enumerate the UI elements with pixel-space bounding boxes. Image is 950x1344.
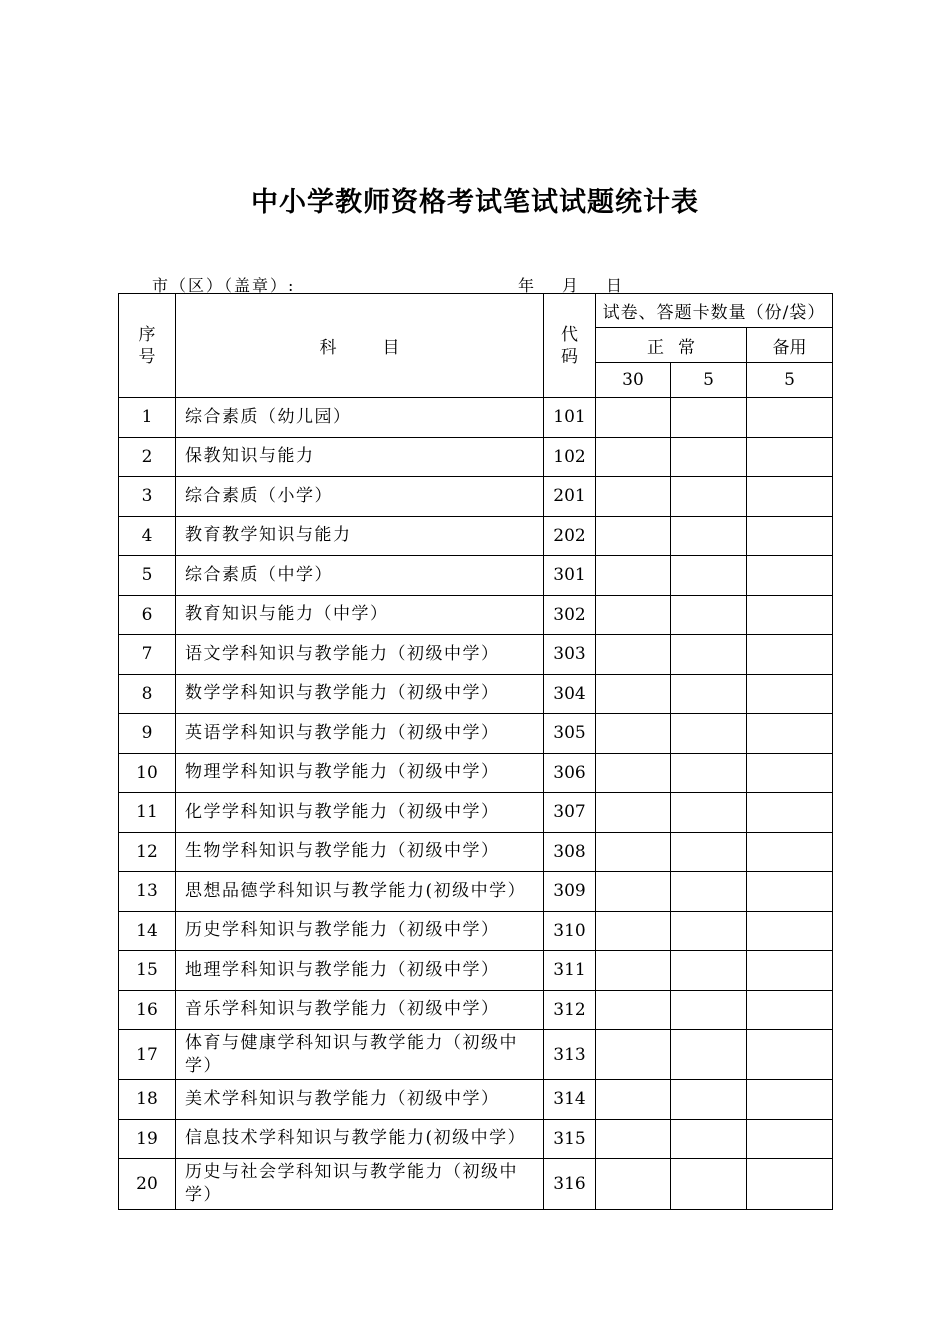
row-seq: 8 <box>119 674 176 714</box>
row-normal-b-cell <box>671 714 747 754</box>
row-subject: 化学学科知识与教学能力（初级中学） <box>176 793 544 833</box>
row-subject: 综合素质（小学） <box>176 477 544 517</box>
row-normal-b-cell <box>671 1119 747 1159</box>
table-row <box>119 753 833 793</box>
table-row <box>119 674 833 714</box>
row-spare-cell <box>747 793 833 833</box>
row-normal-a-cell <box>596 1080 671 1120</box>
row-subject: 数学学科知识与教学能力（初级中学） <box>176 674 544 714</box>
table-row <box>119 556 833 596</box>
row-code: 303 <box>544 635 596 675</box>
row-spare-cell <box>747 1080 833 1120</box>
header-seq: 序 号 <box>119 294 176 398</box>
row-spare-cell <box>747 753 833 793</box>
table-row <box>119 714 833 754</box>
row-spare-cell <box>747 556 833 596</box>
table-row <box>119 516 833 556</box>
year-label: 年 <box>518 276 535 295</box>
row-normal-b-cell <box>671 398 747 438</box>
row-seq: 10 <box>119 753 176 793</box>
row-code: 102 <box>544 437 596 477</box>
table-row <box>119 832 833 872</box>
table-row <box>119 1119 833 1159</box>
row-subject: 物理学科知识与教学能力（初级中学） <box>176 753 544 793</box>
row-normal-b-cell <box>671 595 747 635</box>
quantity-spare: 5 <box>747 363 833 398</box>
row-normal-a-cell <box>596 951 671 991</box>
row-normal-b-cell <box>671 556 747 596</box>
row-seq: 12 <box>119 832 176 872</box>
row-spare-cell <box>747 951 833 991</box>
row-subject: 美术学科知识与教学能力（初级中学） <box>176 1080 544 1120</box>
month-label: 月 <box>562 276 579 295</box>
row-seq: 15 <box>119 951 176 991</box>
row-seq: 6 <box>119 595 176 635</box>
row-seq: 20 <box>119 1159 176 1210</box>
row-seq: 1 <box>119 398 176 438</box>
table-row <box>119 398 833 438</box>
table-row <box>119 951 833 991</box>
row-normal-a-cell <box>596 1159 671 1210</box>
row-normal-b-cell <box>671 1080 747 1120</box>
row-normal-a-cell <box>596 1030 671 1080</box>
page-title: 中小学教师资格考试笔试试题统计表 <box>251 187 699 218</box>
row-spare-cell <box>747 832 833 872</box>
row-seq: 3 <box>119 477 176 517</box>
row-normal-a-cell <box>596 990 671 1030</box>
header-code: 代 码 <box>544 294 596 398</box>
row-spare-cell <box>747 437 833 477</box>
row-normal-a-cell <box>596 477 671 517</box>
row-normal-a-cell <box>596 1119 671 1159</box>
row-subject: 综合素质（中学） <box>176 556 544 596</box>
row-subject: 历史学科知识与教学能力（初级中学） <box>176 911 544 951</box>
table-row <box>119 872 833 912</box>
row-normal-b-cell <box>671 1030 747 1080</box>
row-code: 306 <box>544 753 596 793</box>
row-code: 304 <box>544 674 596 714</box>
row-seq: 11 <box>119 793 176 833</box>
row-spare-cell <box>747 674 833 714</box>
row-normal-b-cell <box>671 477 747 517</box>
row-normal-b-cell <box>671 832 747 872</box>
row-seq: 19 <box>119 1119 176 1159</box>
row-subject: 英语学科知识与教学能力（初级中学） <box>176 714 544 754</box>
row-normal-b-cell <box>671 793 747 833</box>
row-subject: 历史与社会学科知识与教学能力（初级中学） <box>176 1159 544 1210</box>
row-code: 314 <box>544 1080 596 1120</box>
row-normal-b-cell <box>671 437 747 477</box>
table-row <box>119 595 833 635</box>
row-subject: 生物学科知识与教学能力（初级中学） <box>176 832 544 872</box>
row-normal-a-cell <box>596 437 671 477</box>
table-row <box>119 990 833 1030</box>
row-normal-a-cell <box>596 635 671 675</box>
row-spare-cell <box>747 1159 833 1210</box>
row-code: 307 <box>544 793 596 833</box>
row-spare-cell <box>747 1030 833 1080</box>
row-seq: 18 <box>119 1080 176 1120</box>
row-spare-cell <box>747 398 833 438</box>
row-normal-b-cell <box>671 516 747 556</box>
row-code: 201 <box>544 477 596 517</box>
header-quantity: 试卷、答题卡数量（份/袋） <box>596 294 833 328</box>
table-row <box>119 1159 833 1210</box>
header-spare: 备用 <box>747 328 833 363</box>
row-seq: 2 <box>119 437 176 477</box>
row-seq: 9 <box>119 714 176 754</box>
quantity-normal-a: 30 <box>596 363 671 398</box>
row-normal-b-cell <box>671 635 747 675</box>
table-row <box>119 635 833 675</box>
table-row <box>119 1030 833 1080</box>
row-normal-a-cell <box>596 714 671 754</box>
row-spare-cell <box>747 872 833 912</box>
row-code: 305 <box>544 714 596 754</box>
row-normal-a-cell <box>596 911 671 951</box>
header-normal: 正常 <box>596 328 747 363</box>
row-subject: 教育教学知识与能力 <box>176 516 544 556</box>
row-seq: 7 <box>119 635 176 675</box>
row-seq: 5 <box>119 556 176 596</box>
row-seq: 4 <box>119 516 176 556</box>
row-normal-b-cell <box>671 753 747 793</box>
city-seal-label: 市（区）（盖章）: <box>152 276 296 295</box>
row-normal-b-cell <box>671 911 747 951</box>
row-code: 309 <box>544 872 596 912</box>
row-code: 312 <box>544 990 596 1030</box>
row-code: 302 <box>544 595 596 635</box>
row-normal-a-cell <box>596 753 671 793</box>
row-spare-cell <box>747 990 833 1030</box>
row-spare-cell <box>747 911 833 951</box>
row-normal-b-cell <box>671 990 747 1030</box>
row-normal-a-cell <box>596 674 671 714</box>
row-seq: 17 <box>119 1030 176 1080</box>
row-spare-cell <box>747 477 833 517</box>
row-subject: 语文学科知识与教学能力（初级中学） <box>176 635 544 675</box>
row-code: 101 <box>544 398 596 438</box>
row-code: 311 <box>544 951 596 991</box>
row-subject: 体育与健康学科知识与教学能力（初级中学） <box>176 1030 544 1080</box>
row-normal-b-cell <box>671 951 747 991</box>
table-row <box>119 911 833 951</box>
table-row <box>119 437 833 477</box>
row-code: 310 <box>544 911 596 951</box>
row-normal-a-cell <box>596 556 671 596</box>
day-label: 日 <box>606 276 623 295</box>
statistics-table <box>118 293 833 1210</box>
row-code: 315 <box>544 1119 596 1159</box>
row-seq: 16 <box>119 990 176 1030</box>
row-normal-a-cell <box>596 872 671 912</box>
row-code: 308 <box>544 832 596 872</box>
header-subject: 科目 <box>176 294 544 398</box>
row-spare-cell <box>747 1119 833 1159</box>
row-seq: 14 <box>119 911 176 951</box>
row-code: 313 <box>544 1030 596 1080</box>
row-normal-b-cell <box>671 872 747 912</box>
row-subject: 保教知识与能力 <box>176 437 544 477</box>
row-normal-a-cell <box>596 516 671 556</box>
row-seq: 13 <box>119 872 176 912</box>
row-code: 316 <box>544 1159 596 1210</box>
quantity-normal-b: 5 <box>671 363 747 398</box>
row-normal-a-cell <box>596 595 671 635</box>
row-code: 202 <box>544 516 596 556</box>
row-subject: 教育知识与能力（中学） <box>176 595 544 635</box>
row-normal-b-cell <box>671 674 747 714</box>
row-spare-cell <box>747 516 833 556</box>
row-code: 301 <box>544 556 596 596</box>
row-subject: 综合素质（幼儿园） <box>176 398 544 438</box>
table-row <box>119 1080 833 1120</box>
row-subject: 地理学科知识与教学能力（初级中学） <box>176 951 544 991</box>
row-subject: 思想品德学科知识与教学能力(初级中学） <box>176 872 544 912</box>
row-normal-b-cell <box>671 1159 747 1210</box>
row-subject: 信息技术学科知识与教学能力(初级中学） <box>176 1119 544 1159</box>
table-row <box>119 477 833 517</box>
row-subject: 音乐学科知识与教学能力（初级中学） <box>176 990 544 1030</box>
row-spare-cell <box>747 635 833 675</box>
table-row <box>119 793 833 833</box>
row-normal-a-cell <box>596 832 671 872</box>
row-spare-cell <box>747 595 833 635</box>
row-spare-cell <box>747 714 833 754</box>
row-normal-a-cell <box>596 793 671 833</box>
row-normal-a-cell <box>596 398 671 438</box>
